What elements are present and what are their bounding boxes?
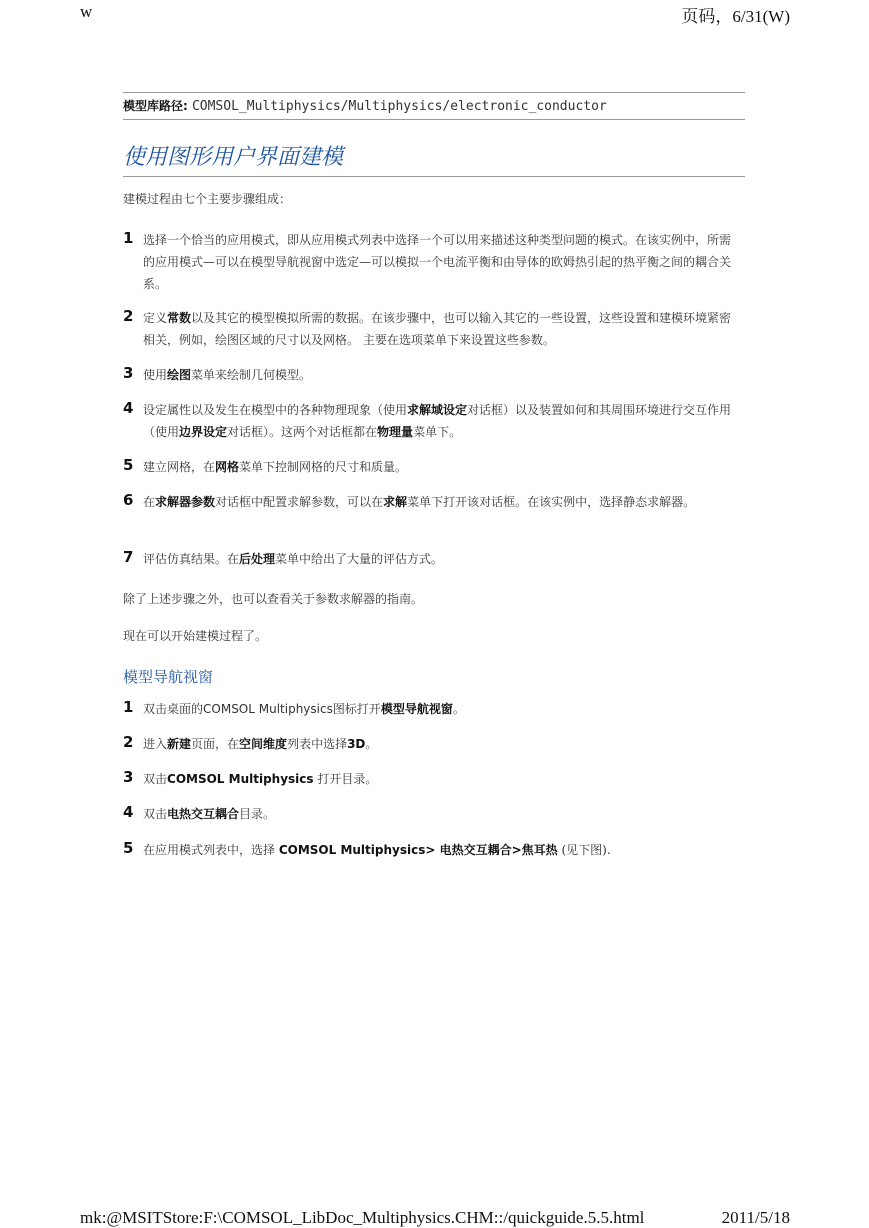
step-text: 进入新建页面，在空间维度列表中选择3D。 bbox=[143, 737, 378, 751]
step-text: 建立网格，在网格菜单下控制网格的尺寸和质量。 bbox=[143, 460, 408, 474]
step-number: 7 bbox=[123, 548, 134, 566]
step-text: 选择一个恰当的应用模式，即从应用模式列表中选择一个可以用来描述这种类型问题的模式。在该实例中，所需的应用模式—可以在模型导航视窗中选定—可以模拟一个电流平衡和由导体的欧姆热引起的热平衡之间的耦合关系。 bbox=[143, 233, 732, 291]
step-number: 1 bbox=[123, 229, 134, 247]
step-text: 评估仿真结果。在后处理菜单中给出了大量的评估方式。 bbox=[143, 552, 444, 566]
step-text: 在应用模式列表中，选择 COMSOL Multiphysics> 电热交互耦合>焦耳热 (见下图). bbox=[143, 843, 611, 857]
step-number: 5 bbox=[123, 456, 134, 474]
step-number: 2 bbox=[123, 733, 134, 751]
step-number: 3 bbox=[123, 364, 134, 382]
footer-date: 2011/5/18 bbox=[721, 1208, 790, 1227]
subsection-title: 模型导航视窗 bbox=[123, 668, 214, 686]
model-path-value: COMSOL_Multiphysics/Multiphysics/electronic_conductor bbox=[191, 99, 607, 114]
step-text: 定义常数以及其它的模型模拟所需的数据。在该步骤中，也可以输入其它的一些设置，这些设置和建模环境紧密相关，例如，绘图区域的尺寸以及网格。 主要在选项菜单下来设置这些参数。 bbox=[143, 311, 732, 347]
page-indicator: 页码，6/31(W) bbox=[681, 7, 790, 26]
step-number: 1 bbox=[123, 698, 134, 716]
step-number: 2 bbox=[123, 307, 134, 325]
step-number: 4 bbox=[123, 803, 134, 821]
step-text: 使用绘图菜单来绘制几何模型。 bbox=[143, 368, 312, 382]
step-text: 设定属性以及发生在模型中的各种物理现象（使用求解域设定对话框）以及装置如何和其周围环境进行交互作用（使用边界设定对话框）。这两个对话框都在物理量菜单下。 bbox=[143, 403, 732, 439]
header-left: w bbox=[80, 2, 93, 21]
step-text: 双击COMSOL Multiphysics 打开目录。 bbox=[143, 772, 378, 786]
model-path-label: 模型库路径: bbox=[123, 99, 188, 113]
step-text: 双击电热交互耦合目录。 bbox=[143, 807, 276, 821]
step-number: 5 bbox=[123, 839, 134, 857]
paragraph-start: 现在可以开始建模过程了。 bbox=[123, 629, 268, 643]
intro-text: 建模过程由七个主要步骤组成： bbox=[123, 192, 292, 206]
paragraph-extra: 除了上述步骤之外，也可以查看关于参数求解器的指南。 bbox=[123, 592, 424, 606]
step-number: 4 bbox=[123, 399, 134, 417]
model-path-bar bbox=[123, 92, 745, 120]
step-number: 3 bbox=[123, 768, 134, 786]
step-number: 6 bbox=[123, 491, 134, 509]
section-title: 使用图形用户界面建模 bbox=[123, 143, 745, 177]
step-text: 双击桌面的COMSOL Multiphysics图标打开模型导航视窗。 bbox=[143, 702, 465, 716]
step-text: 在求解器参数对话框中配置求解参数，可以在求解菜单下打开该对话框。在该实例中，选择静态求解器。 bbox=[143, 495, 696, 509]
footer-url: mk:@MSITStore:F:\COMSOL_LibDoc_Multiphysics.CHM::/quickguide.5.5.html bbox=[80, 1208, 645, 1227]
